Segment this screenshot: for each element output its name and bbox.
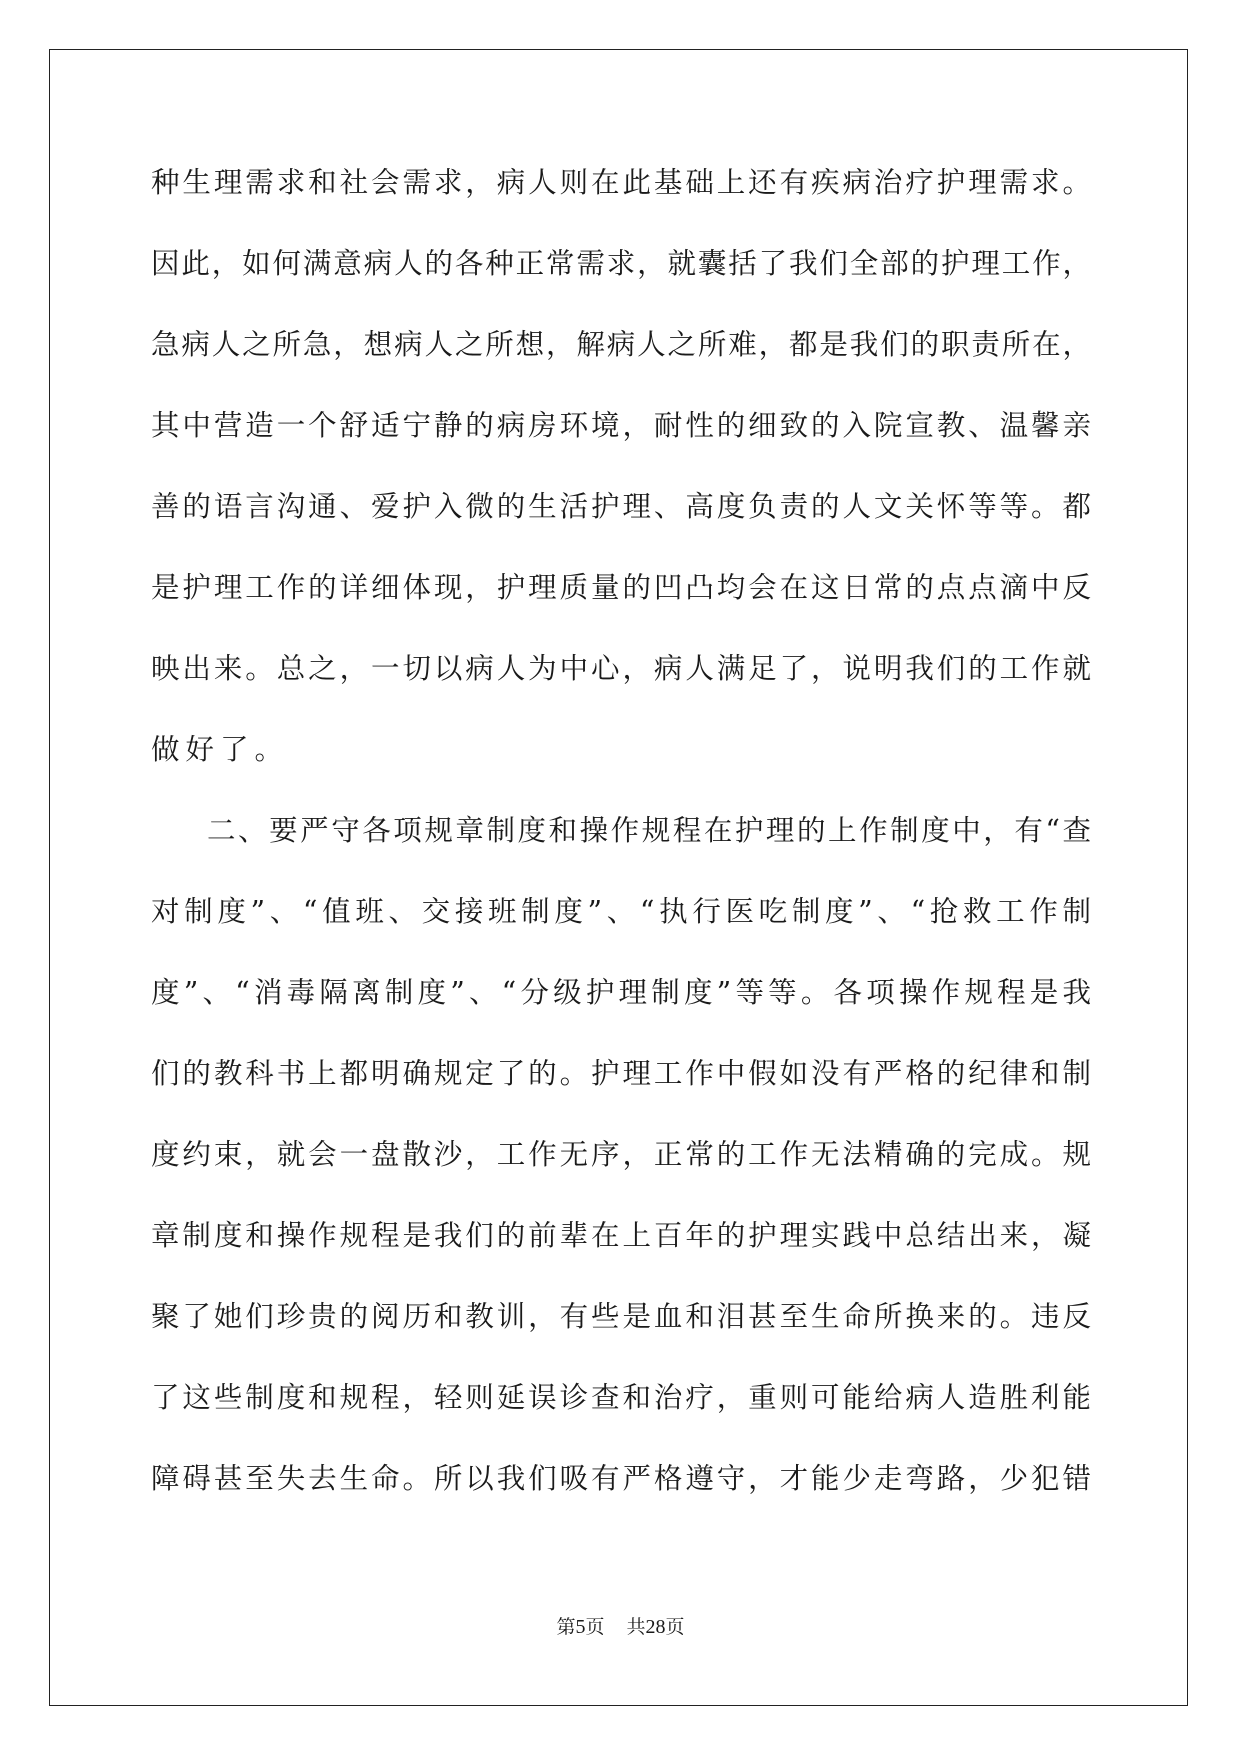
text-line: 们的教科书上都明确规定了的。护理工作中假如没有严格的纪律和制 (151, 1057, 1091, 1090)
current-page-number: 5 (575, 1616, 586, 1638)
text-line: 章制度和操作规程是我们的前辈在上百年的护理实践中总结出来，凝 (151, 1219, 1091, 1252)
text-line: 了这些制度和规程，轻则延误诊查和治疗，重则可能给病人造胜利能 (151, 1381, 1091, 1414)
total-page-count: 28 (645, 1616, 666, 1638)
text-line: 度约束，就会一盘散沙，工作无序，正常的工作无法精确的完成。规 (151, 1138, 1091, 1171)
text-line: 其中营造一个舒适宁静的病房环境，耐性的细致的入院宣教、温馨亲 (151, 409, 1091, 442)
document-body (151, 152, 1091, 1529)
page-prefix: 第 (556, 1616, 576, 1638)
total-suffix: 页 (665, 1616, 685, 1638)
text-line: 映出来。总之，一切以病人为中心，病人满足了，说明我们的工作就 (151, 652, 1091, 685)
text-line: 是护理工作的详细体现，护理质量的凹凸均会在这日常的点点滴中反 (151, 571, 1091, 604)
total-prefix: 共 (626, 1616, 646, 1638)
text-line: 度”、“消毒隔离制度”、“分级护理制度”等等。各项操作规程是我 (151, 976, 1091, 1009)
text-line: 因此，如何满意病人的各种正常需求，就囊括了我们全部的护理工作， (151, 247, 1091, 280)
text-line: 做好了。 (151, 733, 290, 766)
text-line: 种生理需求和社会需求，病人则在此基础上还有疾病治疗护理需求。 (151, 166, 1091, 199)
text-line: 对制度”、“值班、交接班制度”、“执行医吃制度”、“抢救工作制 (151, 895, 1091, 928)
page-suffix: 页 (585, 1616, 605, 1638)
text-line: 善的语言沟通、爱护入微的生活护理、高度负责的人文关怀等等。都 (151, 490, 1091, 523)
text-line: 障碍甚至失去生命。所以我们吸有严格遵守，才能少走弯路，少犯错 (151, 1462, 1091, 1495)
page-number-footer (0, 1612, 1241, 1639)
paragraph-start-line: 二、要严守各项规章制度和操作规程在护理的上作制度中，有“查 (207, 814, 1091, 847)
text-line: 聚了她们珍贵的阅历和教训，有些是血和泪甚至生命所换来的。违反 (151, 1300, 1091, 1333)
text-line: 急病人之所急，想病人之所想，解病人之所难，都是我们的职责所在， (151, 328, 1091, 361)
